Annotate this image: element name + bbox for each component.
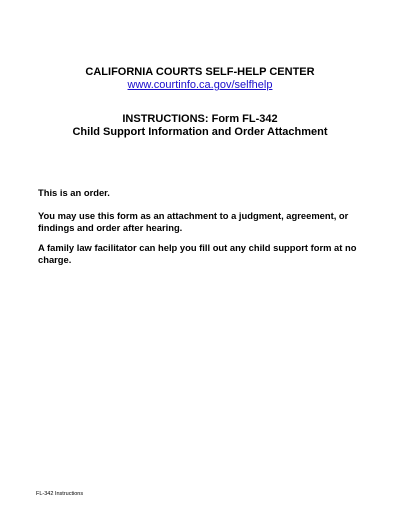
form-title: INSTRUCTIONS: Form FL-342 [122, 113, 278, 125]
paragraph-facilitator-help: A family law facilitator can help you fill out any child support form at no charge. [38, 242, 357, 265]
paragraph-order-notice: This is an order. [38, 187, 110, 198]
footer-label: FL-342 Instructions [36, 491, 84, 497]
form-subtitle: Child Support Information and Order Attachment [72, 126, 328, 138]
selfhelp-link[interactable]: www.courtinfo.ca.gov/selfhelp [127, 79, 273, 91]
paragraph-attachment-usage: You may use this form as an attachment to a judgment, agreement, or findings and order after hearing. [38, 210, 349, 233]
organization-heading: CALIFORNIA COURTS SELF-HELP CENTER [85, 66, 315, 78]
